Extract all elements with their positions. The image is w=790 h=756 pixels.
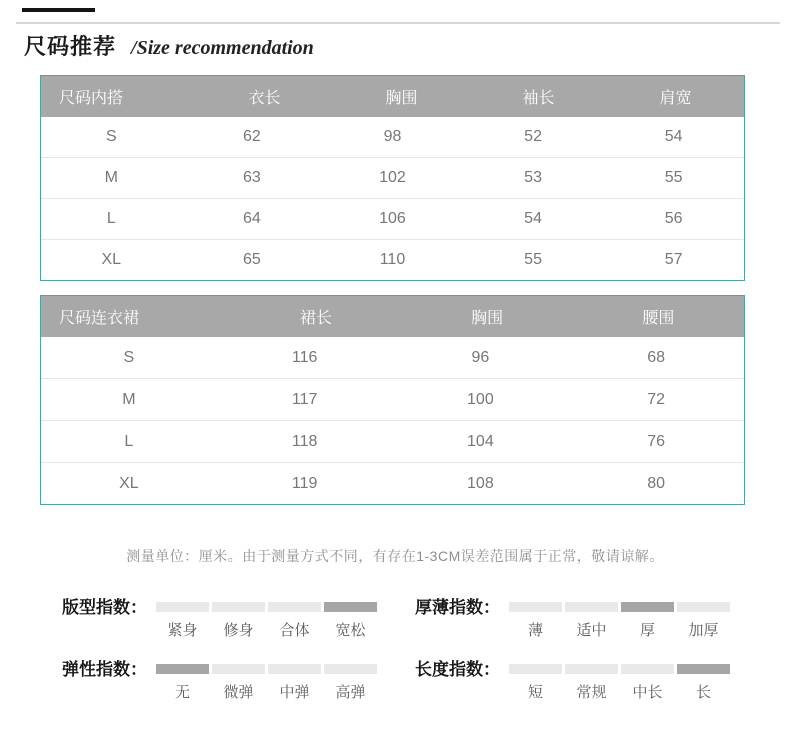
value-cell: 110 (379, 251, 406, 268)
column-header: 腰围 (642, 310, 675, 327)
table-row (41, 337, 744, 378)
scale-option-label: 微弹 (223, 684, 254, 701)
value-cell: 116 (291, 348, 318, 366)
value-cell: 106 (379, 210, 406, 227)
elasticity-index-label: 弹性指数： (62, 660, 147, 679)
length-index-group (415, 660, 730, 702)
top-divider-line (16, 22, 780, 24)
scale-option-label: 常规 (576, 684, 607, 701)
scale-option-label: 宽松 (335, 622, 366, 639)
table-row (41, 420, 744, 462)
scale-option-label: 高弹 (335, 684, 366, 701)
length-index-label: 长度指数： (415, 660, 500, 679)
value-cell: 96 (471, 348, 490, 366)
table-header-row (41, 296, 744, 337)
value-cell: 52 (524, 128, 542, 145)
value-cell: 54 (524, 210, 542, 227)
table-row (41, 157, 744, 198)
scale-segment (324, 602, 377, 612)
size-cell: S (105, 128, 117, 145)
fit-index-scale (156, 602, 377, 640)
scale-segment (156, 602, 209, 612)
scale-option-label: 适中 (576, 622, 607, 639)
value-cell: 64 (242, 210, 261, 227)
dress-size-table (40, 295, 745, 505)
column-header: 衣长 (248, 90, 281, 107)
scale-option-label: 短 (527, 684, 543, 701)
scale-segment (565, 664, 618, 674)
thickness-index-group (415, 598, 730, 640)
section-title-english: /Size recommendation (131, 37, 314, 59)
scale-option-label: 中弹 (279, 684, 310, 701)
size-cell: S (123, 348, 135, 366)
scale-option-label: 厚 (639, 622, 655, 639)
table-row (41, 239, 744, 280)
value-cell: 119 (291, 474, 318, 492)
size-cell: M (104, 169, 118, 186)
elasticity-index-group (62, 660, 377, 702)
size-cell: M (122, 390, 136, 408)
value-cell: 104 (467, 432, 494, 450)
value-cell: 55 (524, 251, 542, 268)
value-cell: 54 (664, 128, 683, 145)
thickness-index-scale (509, 602, 730, 640)
scale-option-label: 加厚 (688, 622, 719, 639)
value-cell: 65 (242, 251, 261, 268)
scale-segment (324, 664, 377, 674)
value-cell: 100 (467, 390, 494, 408)
length-index-scale (509, 664, 730, 702)
column-header: 胸围 (471, 310, 504, 327)
value-cell: 76 (647, 432, 666, 450)
column-header: 胸围 (385, 90, 418, 107)
table-row (41, 117, 744, 157)
value-cell: 55 (664, 169, 683, 186)
column-header: 尺码内搭 (59, 90, 124, 107)
value-cell: 57 (664, 251, 683, 268)
size-cell: L (106, 210, 116, 227)
scale-segment (565, 602, 618, 612)
value-cell: 62 (242, 128, 261, 145)
value-cell: 98 (383, 128, 402, 145)
scale-option-label: 无 (174, 684, 190, 701)
table-row (41, 198, 744, 239)
fit-index-label: 版型指数： (62, 598, 147, 617)
column-header: 尺码连衣裙 (59, 310, 140, 327)
elasticity-index-scale (156, 664, 377, 702)
table-row (41, 462, 744, 504)
value-cell: 63 (242, 169, 261, 186)
scale-option-label: 薄 (527, 622, 543, 639)
size-cell: XL (119, 474, 139, 492)
scale-segment (212, 602, 265, 612)
value-cell: 53 (524, 169, 542, 186)
fit-index-group (62, 598, 377, 640)
value-cell: 68 (647, 348, 666, 366)
scale-segment (677, 664, 730, 674)
scale-segment (621, 602, 674, 612)
scale-segment (509, 602, 562, 612)
scale-segment (509, 664, 562, 674)
column-header: 肩宽 (659, 90, 692, 107)
value-cell: 80 (647, 474, 666, 492)
value-cell: 108 (467, 474, 494, 492)
value-cell: 72 (647, 390, 666, 408)
measurement-note: 测量单位：厘米。由于测量方式不同，有存在1-3CM误差范围属于正常，敬请谅解。 (126, 548, 664, 564)
value-cell: 102 (379, 169, 406, 186)
value-cell: 117 (291, 390, 318, 408)
thickness-index-label: 厚薄指数： (415, 598, 500, 617)
scale-option-label: 长 (695, 684, 711, 701)
size-cell: L (124, 432, 134, 450)
scale-segment (268, 602, 321, 612)
scale-segment (621, 664, 674, 674)
inner-wear-size-table (40, 75, 745, 281)
scale-segment (268, 664, 321, 674)
table-header-row (41, 76, 744, 117)
column-header: 裙长 (299, 310, 332, 327)
top-accent-bar (22, 8, 95, 12)
section-title-chinese: 尺码推荐 (24, 34, 117, 59)
table-row (41, 378, 744, 420)
size-cell: XL (101, 251, 122, 268)
scale-segment (677, 602, 730, 612)
scale-option-label: 合体 (279, 622, 310, 639)
scale-segment (156, 664, 209, 674)
scale-option-label: 修身 (223, 622, 254, 639)
scale-option-label: 紧身 (167, 622, 198, 639)
value-cell: 56 (664, 210, 683, 227)
scale-segment (212, 664, 265, 674)
section-heading (24, 30, 314, 61)
column-header: 袖长 (522, 90, 555, 107)
scale-option-label: 中长 (632, 684, 663, 701)
value-cell: 118 (291, 432, 318, 450)
